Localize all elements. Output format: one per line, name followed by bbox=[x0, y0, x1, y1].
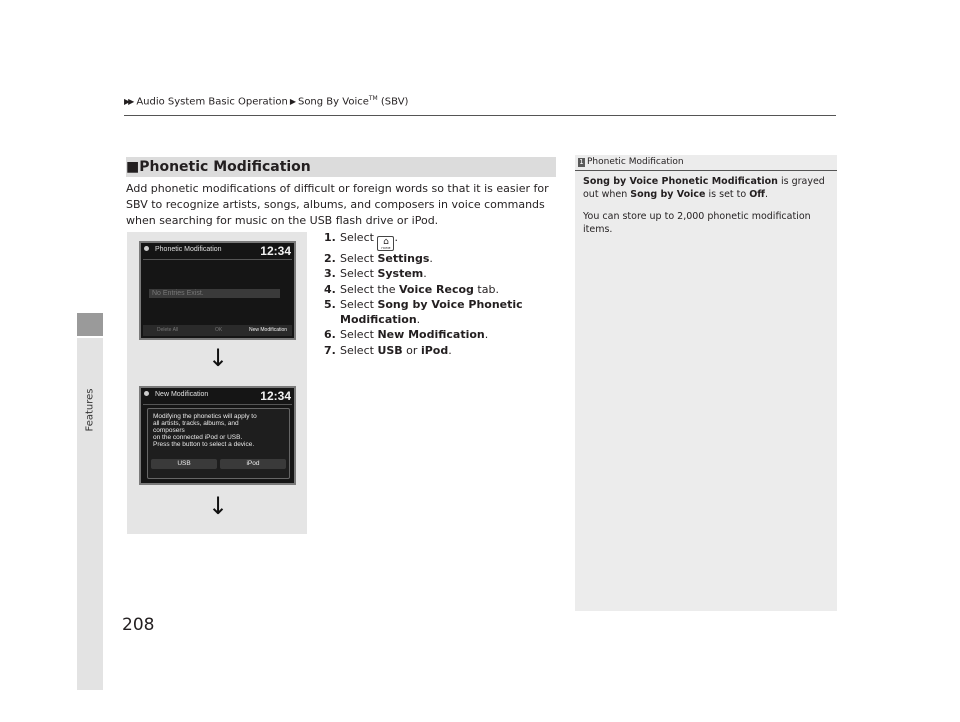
down-arrow-icon-2: ↓ bbox=[208, 492, 229, 520]
step-4-bold: Voice Recog bbox=[398, 282, 474, 296]
screen-phonetic-modification bbox=[139, 241, 296, 340]
steps-list bbox=[324, 230, 564, 358]
step-5-post: . bbox=[416, 313, 421, 327]
side-note-divider bbox=[575, 170, 837, 171]
screen1-title bbox=[144, 246, 222, 253]
step-6-num: 6. bbox=[324, 328, 336, 342]
sidebar-tab-text: Features bbox=[84, 388, 96, 432]
note-bold-3: Off bbox=[749, 189, 766, 200]
step-4 bbox=[324, 282, 564, 297]
screen2-message: Modifying the phonetics will apply to all artists, tracks, albums, and composers on the connected iPod or USB. Press the button to select a device. bbox=[153, 413, 257, 448]
step-6-bold: New Modification bbox=[377, 328, 485, 342]
note-text-1: is grayed out when bbox=[583, 176, 825, 200]
step-7-bold: USB bbox=[377, 343, 403, 357]
screen2-title bbox=[144, 391, 208, 398]
screen1-empty-entry: No Entries Exist. bbox=[149, 289, 280, 298]
sidebar-tab-label bbox=[79, 350, 101, 470]
section-heading: ■Phonetic Modification bbox=[126, 159, 311, 175]
home-icon: ⌂ HOME bbox=[377, 236, 394, 251]
step-2-num: 2. bbox=[324, 252, 336, 265]
side-note-panel bbox=[575, 155, 837, 611]
breadcrumb-part1[interactable]: Audio System Basic Operation bbox=[136, 96, 288, 108]
side-note-paragraph-1 bbox=[583, 175, 829, 201]
side-note-header bbox=[575, 155, 837, 170]
side-note-body bbox=[583, 175, 829, 245]
step-6-post: . bbox=[484, 328, 489, 342]
page-number: 208 bbox=[122, 615, 155, 635]
step-2-pre: Select bbox=[340, 252, 378, 265]
header-divider bbox=[124, 115, 836, 116]
screen2-message-box bbox=[147, 408, 290, 479]
step-3-bold: System bbox=[377, 267, 424, 281]
screen2-ipod-button[interactable]: iPod bbox=[220, 459, 286, 469]
screenshot-panel bbox=[127, 232, 307, 534]
screen2-usb-button[interactable]: USB bbox=[151, 459, 217, 469]
screen1-clock: 12:34 bbox=[260, 244, 291, 258]
step-7-pre: Select bbox=[340, 343, 378, 357]
step-2 bbox=[324, 251, 564, 266]
breadcrumb-separator-icon: ▶ bbox=[289, 97, 296, 107]
screen1-new-modification-button[interactable]: New Modification bbox=[249, 327, 288, 333]
step-2-bold: Settings bbox=[377, 252, 430, 265]
side-note-title: Phonetic Modification bbox=[587, 157, 684, 167]
screen-new-modification bbox=[139, 386, 296, 485]
breadcrumb-part2[interactable]: Song By Voice bbox=[297, 96, 369, 108]
screen2-title-text: New Modification bbox=[155, 391, 209, 398]
down-arrow-icon: ↓ bbox=[208, 344, 229, 372]
note-number-icon: 1 bbox=[579, 158, 584, 166]
step-1-post: . bbox=[394, 231, 398, 244]
breadcrumb bbox=[124, 95, 408, 107]
step-7-num: 7. bbox=[324, 343, 336, 357]
section-intro: Add phonetic modifications of difficult or foreign words so that it is easier for SBV to recognize artists, songs, albums, and composers in voice commands when searching for music on the USB flash drive or iPod. bbox=[126, 182, 549, 227]
screen2-clock: 12:34 bbox=[260, 389, 291, 403]
step-7-post: . bbox=[448, 343, 452, 357]
note-bold-2: Song by Voice bbox=[630, 189, 706, 200]
step-6 bbox=[324, 327, 564, 342]
step-5 bbox=[324, 297, 564, 328]
home-icon-label: HOME bbox=[381, 246, 391, 250]
screen1-delete-all-button[interactable]: Delete All bbox=[157, 327, 179, 333]
step-3 bbox=[324, 266, 564, 281]
breadcrumb-part2-suffix: (SBV) bbox=[377, 96, 409, 108]
screen2-dot-icon bbox=[144, 391, 149, 396]
step-4-num: 4. bbox=[324, 282, 336, 296]
step-1-num: 1. bbox=[324, 231, 336, 244]
screen1-title-text: Phonetic Modification bbox=[155, 246, 222, 253]
step-2-post: . bbox=[429, 252, 433, 265]
step-6-pre: Select bbox=[340, 328, 378, 342]
step-1-pre: Select bbox=[340, 231, 378, 244]
step-5-num: 5. bbox=[324, 297, 336, 311]
breadcrumb-arrow-icon: ▶▶ bbox=[124, 97, 133, 107]
screen1-separator bbox=[143, 259, 292, 260]
step-4-post: tab. bbox=[473, 282, 499, 296]
screen2-separator bbox=[143, 404, 292, 405]
breadcrumb-trademark: TM bbox=[368, 95, 378, 102]
note-text-2: is set to bbox=[705, 189, 750, 200]
step-3-pre: Select bbox=[340, 267, 378, 281]
note-bold-1: Song by Voice Phonetic Modification bbox=[583, 176, 778, 187]
screen1-ok-button[interactable]: OK bbox=[215, 327, 223, 333]
step-4-pre: Select the bbox=[340, 282, 399, 296]
step-3-post: . bbox=[423, 267, 427, 281]
sidebar-tab-marker bbox=[77, 313, 103, 336]
step-3-num: 3. bbox=[324, 267, 336, 281]
note-text-3: . bbox=[765, 189, 769, 200]
step-7-bold2: iPod bbox=[420, 343, 449, 357]
step-7-mid: or bbox=[402, 343, 421, 357]
side-note-paragraph-2: You can store up to 2,000 phonetic modification items. bbox=[583, 211, 811, 235]
step-5-pre: Select bbox=[340, 297, 378, 311]
step-7 bbox=[324, 343, 564, 358]
screen1-footer bbox=[143, 325, 292, 336]
step-5-bold: Song by Voice Phonetic Modification bbox=[340, 297, 523, 327]
step-1 bbox=[324, 230, 564, 251]
screen1-dot-icon bbox=[144, 246, 149, 251]
